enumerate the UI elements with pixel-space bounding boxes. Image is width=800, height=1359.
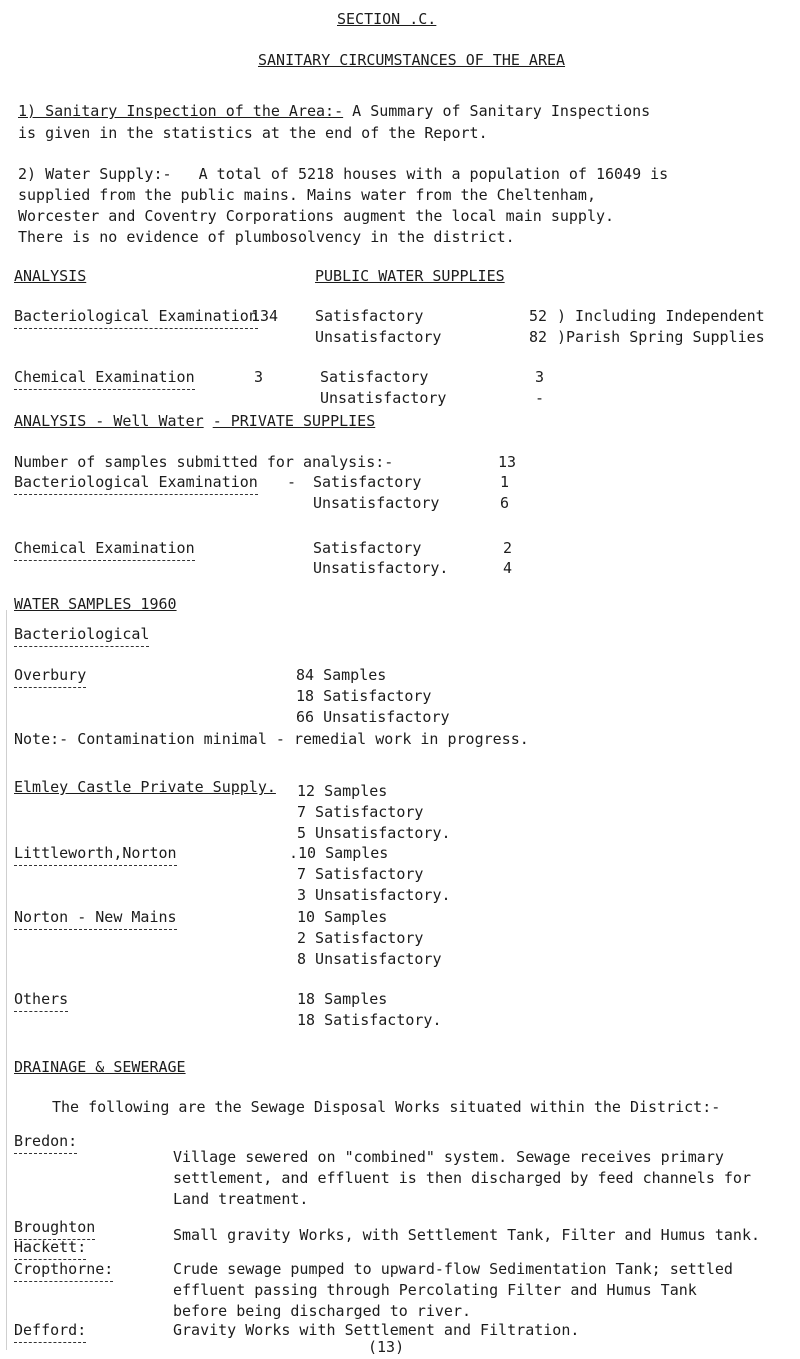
public-chem-unsat-label: Unsatisfactory bbox=[320, 389, 447, 407]
bacteriological-label: Bacteriological bbox=[14, 624, 149, 647]
others-satisfactory: 18 Satisfactory. bbox=[297, 1011, 442, 1029]
public-chem-sat-count: 3 bbox=[535, 368, 545, 386]
private-samples-count: 13 bbox=[498, 453, 517, 471]
private-unsat-label: Unsatisfactory bbox=[313, 494, 440, 512]
private-bact-dash: - bbox=[287, 473, 297, 491]
section-title: SECTION .C. bbox=[337, 10, 437, 28]
private-bact-label: Bacteriological Examination bbox=[14, 472, 258, 495]
norton-satisfactory: 2 Satisfactory bbox=[297, 929, 424, 947]
analysis-header: ANALYSIS bbox=[14, 267, 87, 285]
public-supplies-header: PUBLIC WATER SUPPLIES bbox=[315, 267, 505, 285]
public-chem-sat-label: Satisfactory bbox=[320, 368, 429, 386]
private-unsat-count: 6 bbox=[500, 494, 510, 512]
littleworth-samples: .10 Samples bbox=[289, 844, 389, 862]
elmley-samples: 12 Samples bbox=[297, 782, 388, 800]
bredon-line-1: Village sewered on "combined" system. Sewage receives primary bbox=[173, 1148, 724, 1166]
norton-label: Norton - New Mains bbox=[14, 907, 177, 930]
littleworth-unsatisfactory: 3 Unsatisfactory. bbox=[297, 886, 451, 904]
public-chem-label: Chemical Examination bbox=[14, 367, 195, 390]
hackett-label: Hackett: bbox=[14, 1237, 86, 1260]
cropthorne-label: Cropthorne: bbox=[14, 1259, 113, 1282]
overbury-samples: 84 Samples bbox=[296, 666, 387, 684]
private-samples-label: Number of samples submitted for analysis:- bbox=[14, 453, 394, 471]
public-sat-count: 52 bbox=[529, 307, 548, 325]
public-bact-label: Bacteriological Examination bbox=[14, 306, 258, 329]
well-water-header bbox=[14, 411, 375, 431]
cropthorne-line-3: before being discharged to river. bbox=[173, 1302, 472, 1320]
bredon-label: Bredon: bbox=[14, 1131, 77, 1154]
para-2-line-1: 2) Water Supply:- A total of 5218 houses with a population of 16049 is bbox=[18, 165, 669, 183]
public-note-1: ) Including Independent bbox=[557, 307, 765, 325]
private-chem-label: Chemical Examination bbox=[14, 538, 195, 561]
broughton-label: Broughton bbox=[14, 1217, 95, 1240]
littleworth-label: Littleworth,Norton bbox=[14, 843, 177, 866]
elmley-unsatisfactory: 5 Unsatisfactory. bbox=[297, 824, 451, 842]
public-note-2: )Parish Spring Supplies bbox=[557, 328, 765, 346]
private-chem-sat-label: Satisfactory bbox=[313, 539, 422, 557]
others-samples: 18 Samples bbox=[297, 990, 388, 1008]
para-2-line-4: There is no evidence of plumbosolvency in the district. bbox=[18, 228, 515, 246]
public-chem-unsat-count: - bbox=[535, 389, 545, 407]
elmley-satisfactory: 7 Satisfactory bbox=[297, 803, 424, 821]
water-samples-1960-header: WATER SAMPLES 1960 bbox=[14, 595, 177, 613]
cropthorne-line-1: Crude sewage pumped to upward-flow Sedimentation Tank; settled bbox=[173, 1260, 733, 1278]
littleworth-satisfactory: 7 Satisfactory bbox=[297, 865, 424, 883]
defford-label: Defford: bbox=[14, 1320, 86, 1343]
public-bact-count: 134 bbox=[251, 307, 279, 325]
public-unsat-label: Unsatisfactory bbox=[315, 328, 442, 346]
para-1-line-1 bbox=[18, 101, 650, 121]
norton-samples: 10 Samples bbox=[297, 908, 388, 926]
others-label: Others bbox=[14, 989, 68, 1012]
public-unsat-count: 82 bbox=[529, 328, 548, 346]
well-water-title: ANALYSIS - Well Water bbox=[14, 412, 204, 430]
private-chem-sat-count: 2 bbox=[503, 539, 513, 557]
para-2-line-3: Worcester and Coventry Corporations augment the local main supply. bbox=[18, 207, 615, 225]
contamination-note: Note:- Contamination minimal - remedial work in progress. bbox=[14, 730, 529, 748]
page-number: (13) bbox=[368, 1338, 405, 1356]
private-sat-count: 1 bbox=[500, 473, 510, 491]
private-chem-unsat-count: 4 bbox=[503, 559, 513, 577]
bredon-line-2: settlement, and effluent is then discharged by feed channels for bbox=[173, 1169, 751, 1187]
para-2-line-2: supplied from the public mains. Mains water from the Cheltenham, bbox=[18, 186, 596, 204]
scan-margin-line bbox=[6, 610, 7, 1350]
overbury-satisfactory: 18 Satisfactory bbox=[296, 687, 432, 705]
private-chem-unsat-label: Unsatisfactory. bbox=[313, 559, 449, 577]
defford-text: Gravity Works with Settlement and Filtration. bbox=[173, 1321, 580, 1339]
cropthorne-line-2: effluent passing through Percolating Filter and Humus Tank bbox=[173, 1281, 697, 1299]
bredon-line-3: Land treatment. bbox=[173, 1190, 309, 1208]
public-chem-count: 3 bbox=[254, 368, 264, 386]
broughton-text: Small gravity Works, with Settlement Tank, Filter and Humus tank. bbox=[173, 1226, 760, 1244]
para-1-label: 1) Sanitary Inspection of the Area:- bbox=[18, 102, 344, 120]
overbury-unsatisfactory: 66 Unsatisfactory bbox=[296, 708, 450, 726]
para-1-rest: A Summary of Sanitary Inspections bbox=[343, 102, 651, 120]
elmley-label: Elmley Castle Private Supply. bbox=[14, 778, 276, 796]
private-sat-label: Satisfactory bbox=[313, 473, 422, 491]
public-sat-label: Satisfactory bbox=[315, 307, 424, 325]
overbury-label: Overbury bbox=[14, 665, 86, 688]
para-1-line-2: is given in the statistics at the end of the Report. bbox=[18, 124, 488, 142]
page-heading: SANITARY CIRCUMSTANCES OF THE AREA bbox=[258, 51, 566, 69]
drainage-header: DRAINAGE & SEWERAGE bbox=[14, 1058, 186, 1076]
norton-unsatisfactory: 8 Unsatisfactory bbox=[297, 950, 442, 968]
private-supplies-title: - PRIVATE SUPPLIES bbox=[212, 412, 376, 430]
drainage-intro: The following are the Sewage Disposal Works situated within the District:- bbox=[52, 1098, 721, 1116]
